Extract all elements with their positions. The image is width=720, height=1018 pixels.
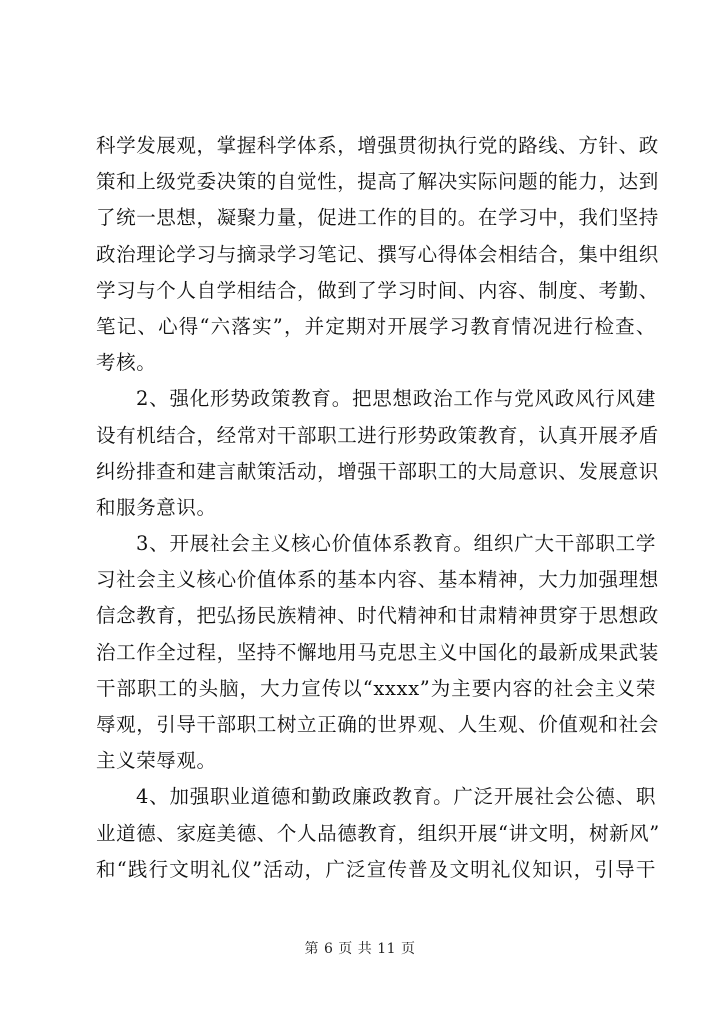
paragraph-line: 设有机结合，经常对干部职工进行形势政策教育，认真开展矛盾 xyxy=(96,423,659,447)
paragraph-line: 习社会主义核心价值体系的基本内容、基本精神，大力加强理想 xyxy=(96,568,659,592)
paragraph-first-line: 3、开展社会主义核心价值体系教育。组织广大干部职工学 xyxy=(136,532,656,556)
paragraph-line: 政治理论学习与摘录学习笔记、撰写心得体会相结合，集中组织 xyxy=(96,242,659,266)
paragraph-line: 笔记、心得“六落实”，并定期对开展学习教育情况进行检查、 xyxy=(96,314,656,338)
paragraph-line: 治工作全过程，坚持不懈地用马克思主义中国化的最新成果武装 xyxy=(96,640,659,664)
paragraph-line: 了统一思想，凝聚力量，促进工作的目的。在学习中，我们坚持 xyxy=(96,206,659,230)
paragraph-line: 策和上级党委决策的自觉性，提高了解决实际问题的能力，达到 xyxy=(96,170,659,194)
paragraph-line: 科学发展观，掌握科学体系，增强贯彻执行党的路线、方针、政 xyxy=(96,134,659,157)
paragraph-line: 主义荣辱观。 xyxy=(96,749,217,773)
paragraph-line: 纠纷排查和建言献策活动，增强干部职工的大局意识、发展意识 xyxy=(96,459,659,483)
paragraph-line: 学习与个人自学相结合，做到了学习时间、内容、制度、考勤、 xyxy=(96,278,659,302)
paragraph-line: 和服务意识。 xyxy=(96,495,217,519)
paragraph-line: 考核。 xyxy=(96,351,157,375)
paragraph-first-line: 4、加强职业道德和勤政廉政教育。广泛开展社会公德、职 xyxy=(136,785,656,809)
document-body xyxy=(96,128,660,888)
paragraph-line: 辱观，引导干部职工树立正确的世界观、人生观、价值观和社会 xyxy=(96,713,659,736)
paragraph-line: 信念教育，把弘扬民族精神、时代精神和甘肃精神贯穿于思想政 xyxy=(96,604,659,628)
paragraph-first-line: 2、强化形势政策教育。把思想政治工作与党风政风行风建 xyxy=(136,387,656,411)
paragraph-line: 和“践行文明礼仪”活动，广泛宣传普及文明礼仪知识，引导干 xyxy=(96,857,656,881)
paragraph-line: 业道德、家庭美德、个人品德教育，组织开展“讲文明，树新风” xyxy=(96,821,660,845)
page-number-footer: 第 6 页 共 11 页 xyxy=(304,941,416,957)
paragraph-line: 干部职工的头脑，大力宣传以“xxxx”为主要内容的社会主义荣 xyxy=(96,676,656,700)
